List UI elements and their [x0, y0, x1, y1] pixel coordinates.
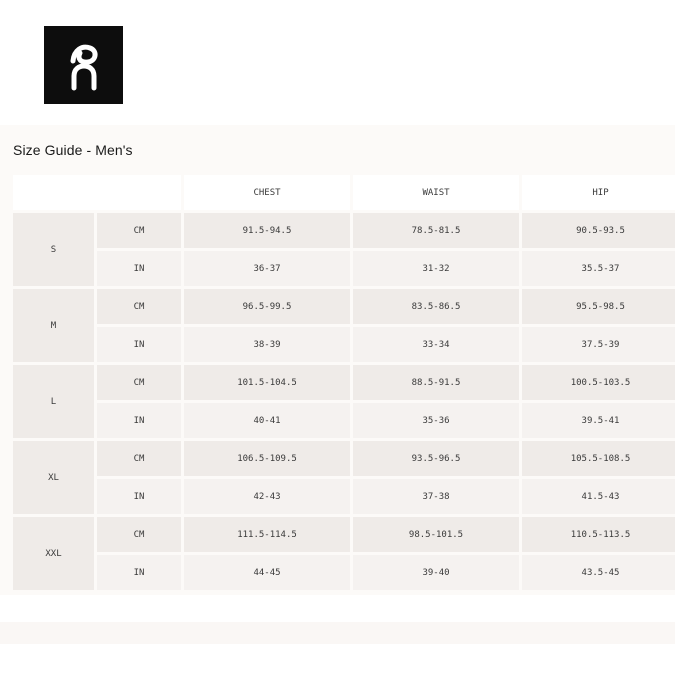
- chest-value: 91.5-94.5: [184, 213, 350, 248]
- hip-value: 43.5-45: [522, 555, 675, 590]
- chest-value: 44-45: [184, 555, 350, 590]
- unit-label: CM: [97, 517, 181, 552]
- waist-value: 39-40: [353, 555, 519, 590]
- page-title: Size Guide - Men's: [13, 142, 133, 158]
- unit-label: CM: [97, 441, 181, 476]
- size-table: [13, 175, 675, 590]
- bottom-divider: [0, 622, 675, 644]
- waist-value: 88.5-91.5: [353, 365, 519, 400]
- chest-value: 106.5-109.5: [184, 441, 350, 476]
- size-label: XL: [13, 441, 94, 514]
- unit-label: IN: [97, 555, 181, 590]
- unit-label: IN: [97, 251, 181, 286]
- table-corner: [13, 175, 181, 210]
- unit-label: CM: [97, 365, 181, 400]
- waist-value: 33-34: [353, 327, 519, 362]
- on-logo-mark: [44, 26, 123, 104]
- unit-label: IN: [97, 403, 181, 438]
- waist-value: 78.5-81.5: [353, 213, 519, 248]
- waist-value: 98.5-101.5: [353, 517, 519, 552]
- chest-value: 111.5-114.5: [184, 517, 350, 552]
- size-label: XXL: [13, 517, 94, 590]
- size-label: S: [13, 213, 94, 286]
- waist-value: 37-38: [353, 479, 519, 514]
- column-header-chest: CHEST: [184, 175, 350, 210]
- chest-value: 101.5-104.5: [184, 365, 350, 400]
- waist-value: 83.5-86.5: [353, 289, 519, 324]
- hip-value: 90.5-93.5: [522, 213, 675, 248]
- column-header-waist: WAIST: [353, 175, 519, 210]
- unit-label: IN: [97, 479, 181, 514]
- unit-label: CM: [97, 289, 181, 324]
- hip-value: 110.5-113.5: [522, 517, 675, 552]
- waist-value: 35-36: [353, 403, 519, 438]
- waist-value: 93.5-96.5: [353, 441, 519, 476]
- chest-value: 40-41: [184, 403, 350, 438]
- unit-label: CM: [97, 213, 181, 248]
- hip-value: 95.5-98.5: [522, 289, 675, 324]
- chest-value: 42-43: [184, 479, 350, 514]
- chest-value: 36-37: [184, 251, 350, 286]
- hip-value: 35.5-37: [522, 251, 675, 286]
- chest-value: 96.5-99.5: [184, 289, 350, 324]
- chest-value: 38-39: [184, 327, 350, 362]
- waist-value: 31-32: [353, 251, 519, 286]
- hip-value: 41.5-43: [522, 479, 675, 514]
- hip-value: 100.5-103.5: [522, 365, 675, 400]
- brand-logo: [44, 26, 123, 104]
- hip-value: 105.5-108.5: [522, 441, 675, 476]
- size-label: M: [13, 289, 94, 362]
- hip-value: 37.5-39: [522, 327, 675, 362]
- size-label: L: [13, 365, 94, 438]
- column-header-hip: HIP: [522, 175, 675, 210]
- hip-value: 39.5-41: [522, 403, 675, 438]
- unit-label: IN: [97, 327, 181, 362]
